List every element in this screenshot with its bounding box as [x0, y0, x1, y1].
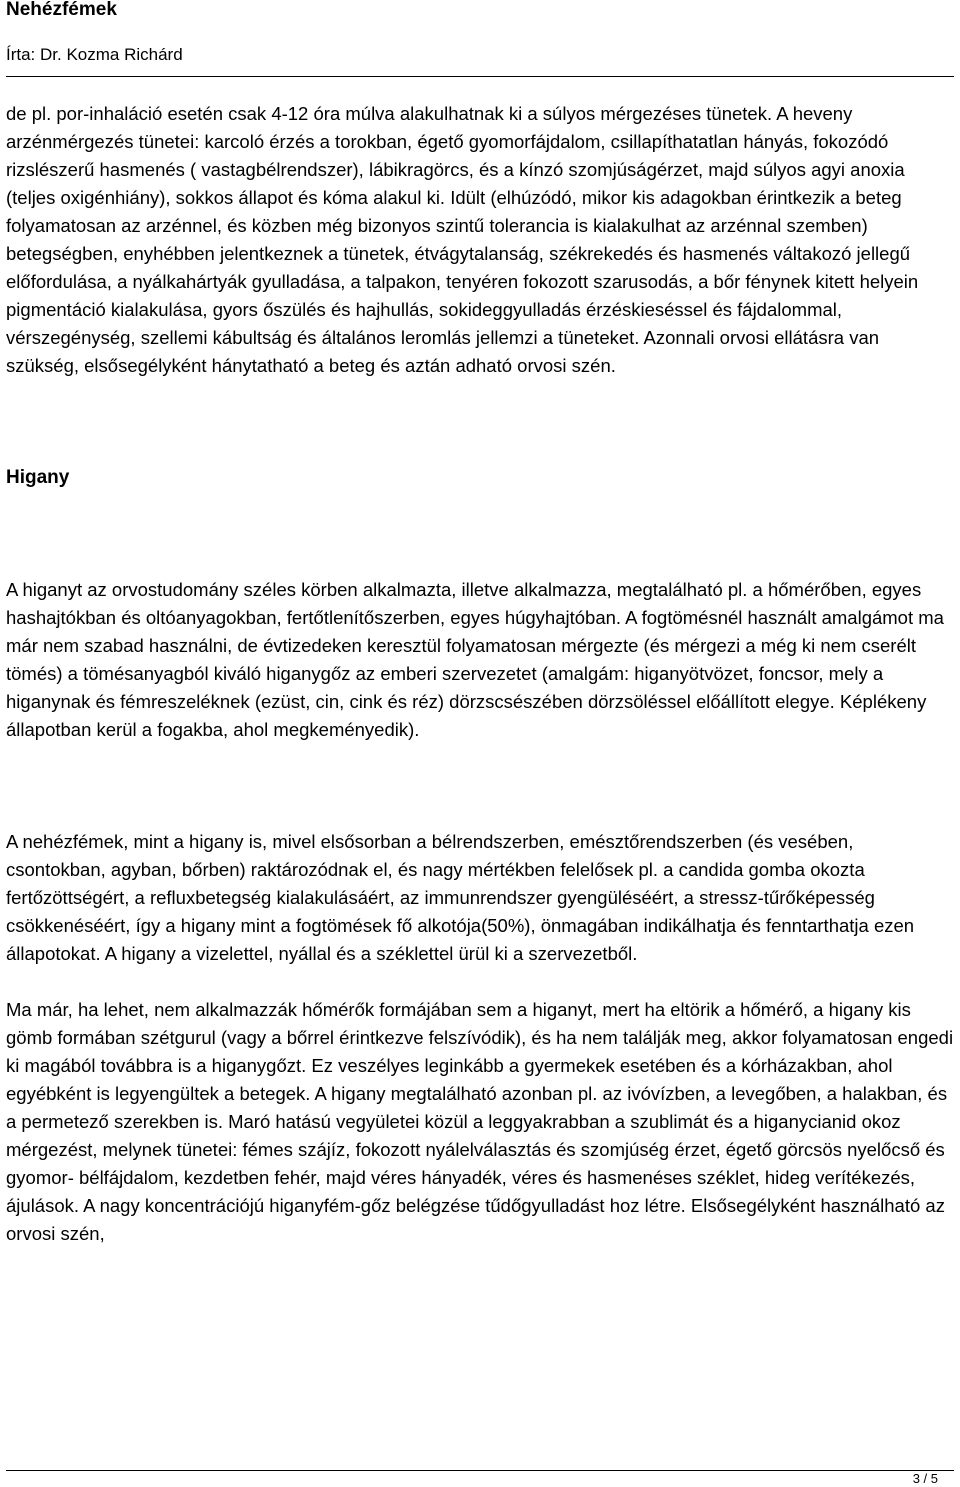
paragraph-heavy-metals-storage: A nehézfémek, mint a higany is, mivel elsősorban a bélrendszerben, emésztőrendszerben (és vesében, csontokban, agyban, bőrben) raktározódnak el, és nagy mértékben felelősek pl. a candida gomba okozta fertőzöttségért, a refluxbetegség kialakulásáért, az immunrendszer gyengüléséért, a stressz-tűrőképesség csökkenéséért, így a higany mint a fogtömések fő alkotója(50%), önmagában indikálhatja és fenntarthatja ezen állapotokat. A higany a vizelettel, nyállal és a széklettel ürül ki a szervezetből. — [6, 831, 915, 964]
section-heading-mercury: Higany — [6, 467, 70, 488]
spacer — [6, 744, 954, 828]
page-number: 3 / 5 — [912, 1471, 938, 1486]
paragraph-mercury-medical-use: A higanyt az orvostudomány széles körben alkalmazta, illetve alkalmazza, megtalálható pl. a hőmérőben, egyes hashajtókban és oltóanyagokban, fertőtlenítőszerben, egyes húgyhajtóban. A fogtömésnél használt amalgámot ma már nem szabad használni, de évtizedeken keresztül folyamatosan mérgezte (és mérgezi a még ki nem cserélt tömés) a tömésanyagból kiváló higanygőz az emberi szervezetet (amalgám: higanyötvözet, foncsor, mely a higanynak és fémreszeléknek (ezüst, cin, cink és réz) dörzscsészében dörzsöléssel előállított elegye. Képlékeny állapotban kerül a fogakba, ahol megkeményedik). — [6, 579, 944, 740]
spacer — [6, 492, 954, 576]
paragraph-arsenic-symptoms: de pl. por-inhaláció esetén csak 4-12 óra múlva alakulhatnak ki a súlyos mérgezéses tünetek. A heveny arzénmérgezés tünetei: karcoló érzés a torokban, égető gyomorfájdalom, csillapíthatatlan hányás, fokozódó rizslészerű hasmenés ( vastagbélrendszer), lábikragörcs, és a kínzó szomjúságérzet, majd súlyos agyi anoxia (teljes oxigénhiány), sokkos állapot és kóma alakul ki. Idült (elhúzódó, mikor kis adagokban érintkezik a beteg folyamatosan az arzénnel, és közben még bizonyos szintű tolerancia is kialakulhat az arzénnal szemben) betegségben, enyhébben jelentkeznek a tünetek, étvágytalanság, székrekedés és hasmenés váltakozó jellegű előfordulása, a nyálkahártyák gyulladása, a talpakon, tenyéren fokozott szarusodás, a bőr fénynek kitett helyein pigmentáció kialakulása, gyors őszülés és hajhullás, sokideggyulladás érzéskieséssel és fájdalommal, vérszegénység, szellemi kábultság és általános leromlás jellemzi a tüneteket. Azonnali orvosi ellátásra van szükség, elsősegélyként hánytatható a beteg és aztán adható orvosi szén. — [6, 103, 919, 376]
document-title: Nehézfémek — [6, 0, 117, 20]
paragraph-mercury-thermometers: Ma már, ha lehet, nem alkalmazzák hőmérők formájában sem a higanyt, mert ha eltörik a hőmérő, a higany kis gömb formában szétgurul (vagy a bőrrel érintkezve felszívódik), és ha nem találják meg, akkor folyamatosan engedi ki magából továbbra is a higanygőzt. Ez veszélyes leginkább a gyermekek esetében és a kórházakban, ahol egyébként is legyengültek a betegek. A higany megtalálható azonban pl. az ivóvízben, a levegőben, a halakban, és a permetező szerekben is. Maró hatású vegyületei közül a leggyakrabban a szublimát és a higanycianid okoz mérgezést, melynek tünetei: fémes szájíz, fokozott nyálelválasztás és szomjúség érzet, égető görcsös nyelőcső és gyomor- bélfájdalom, kezdetben fehér, majd véres hányadék, véres és hasmenéses széklet, hideg verítékezés, ájulások. A nagy koncentrációjú higanyfém-gőz belégzése tűdőgyulladást hoz létre. Elsősegélyként használható az orvosi szén, — [6, 999, 954, 1244]
document-body — [6, 100, 954, 1248]
page-header — [6, 0, 954, 65]
document-author: Írta: Dr. Kozma Richárd — [6, 45, 183, 64]
footer-divider — [6, 1470, 954, 1471]
spacer — [6, 968, 954, 996]
header-divider — [6, 76, 954, 77]
spacer — [6, 380, 954, 464]
